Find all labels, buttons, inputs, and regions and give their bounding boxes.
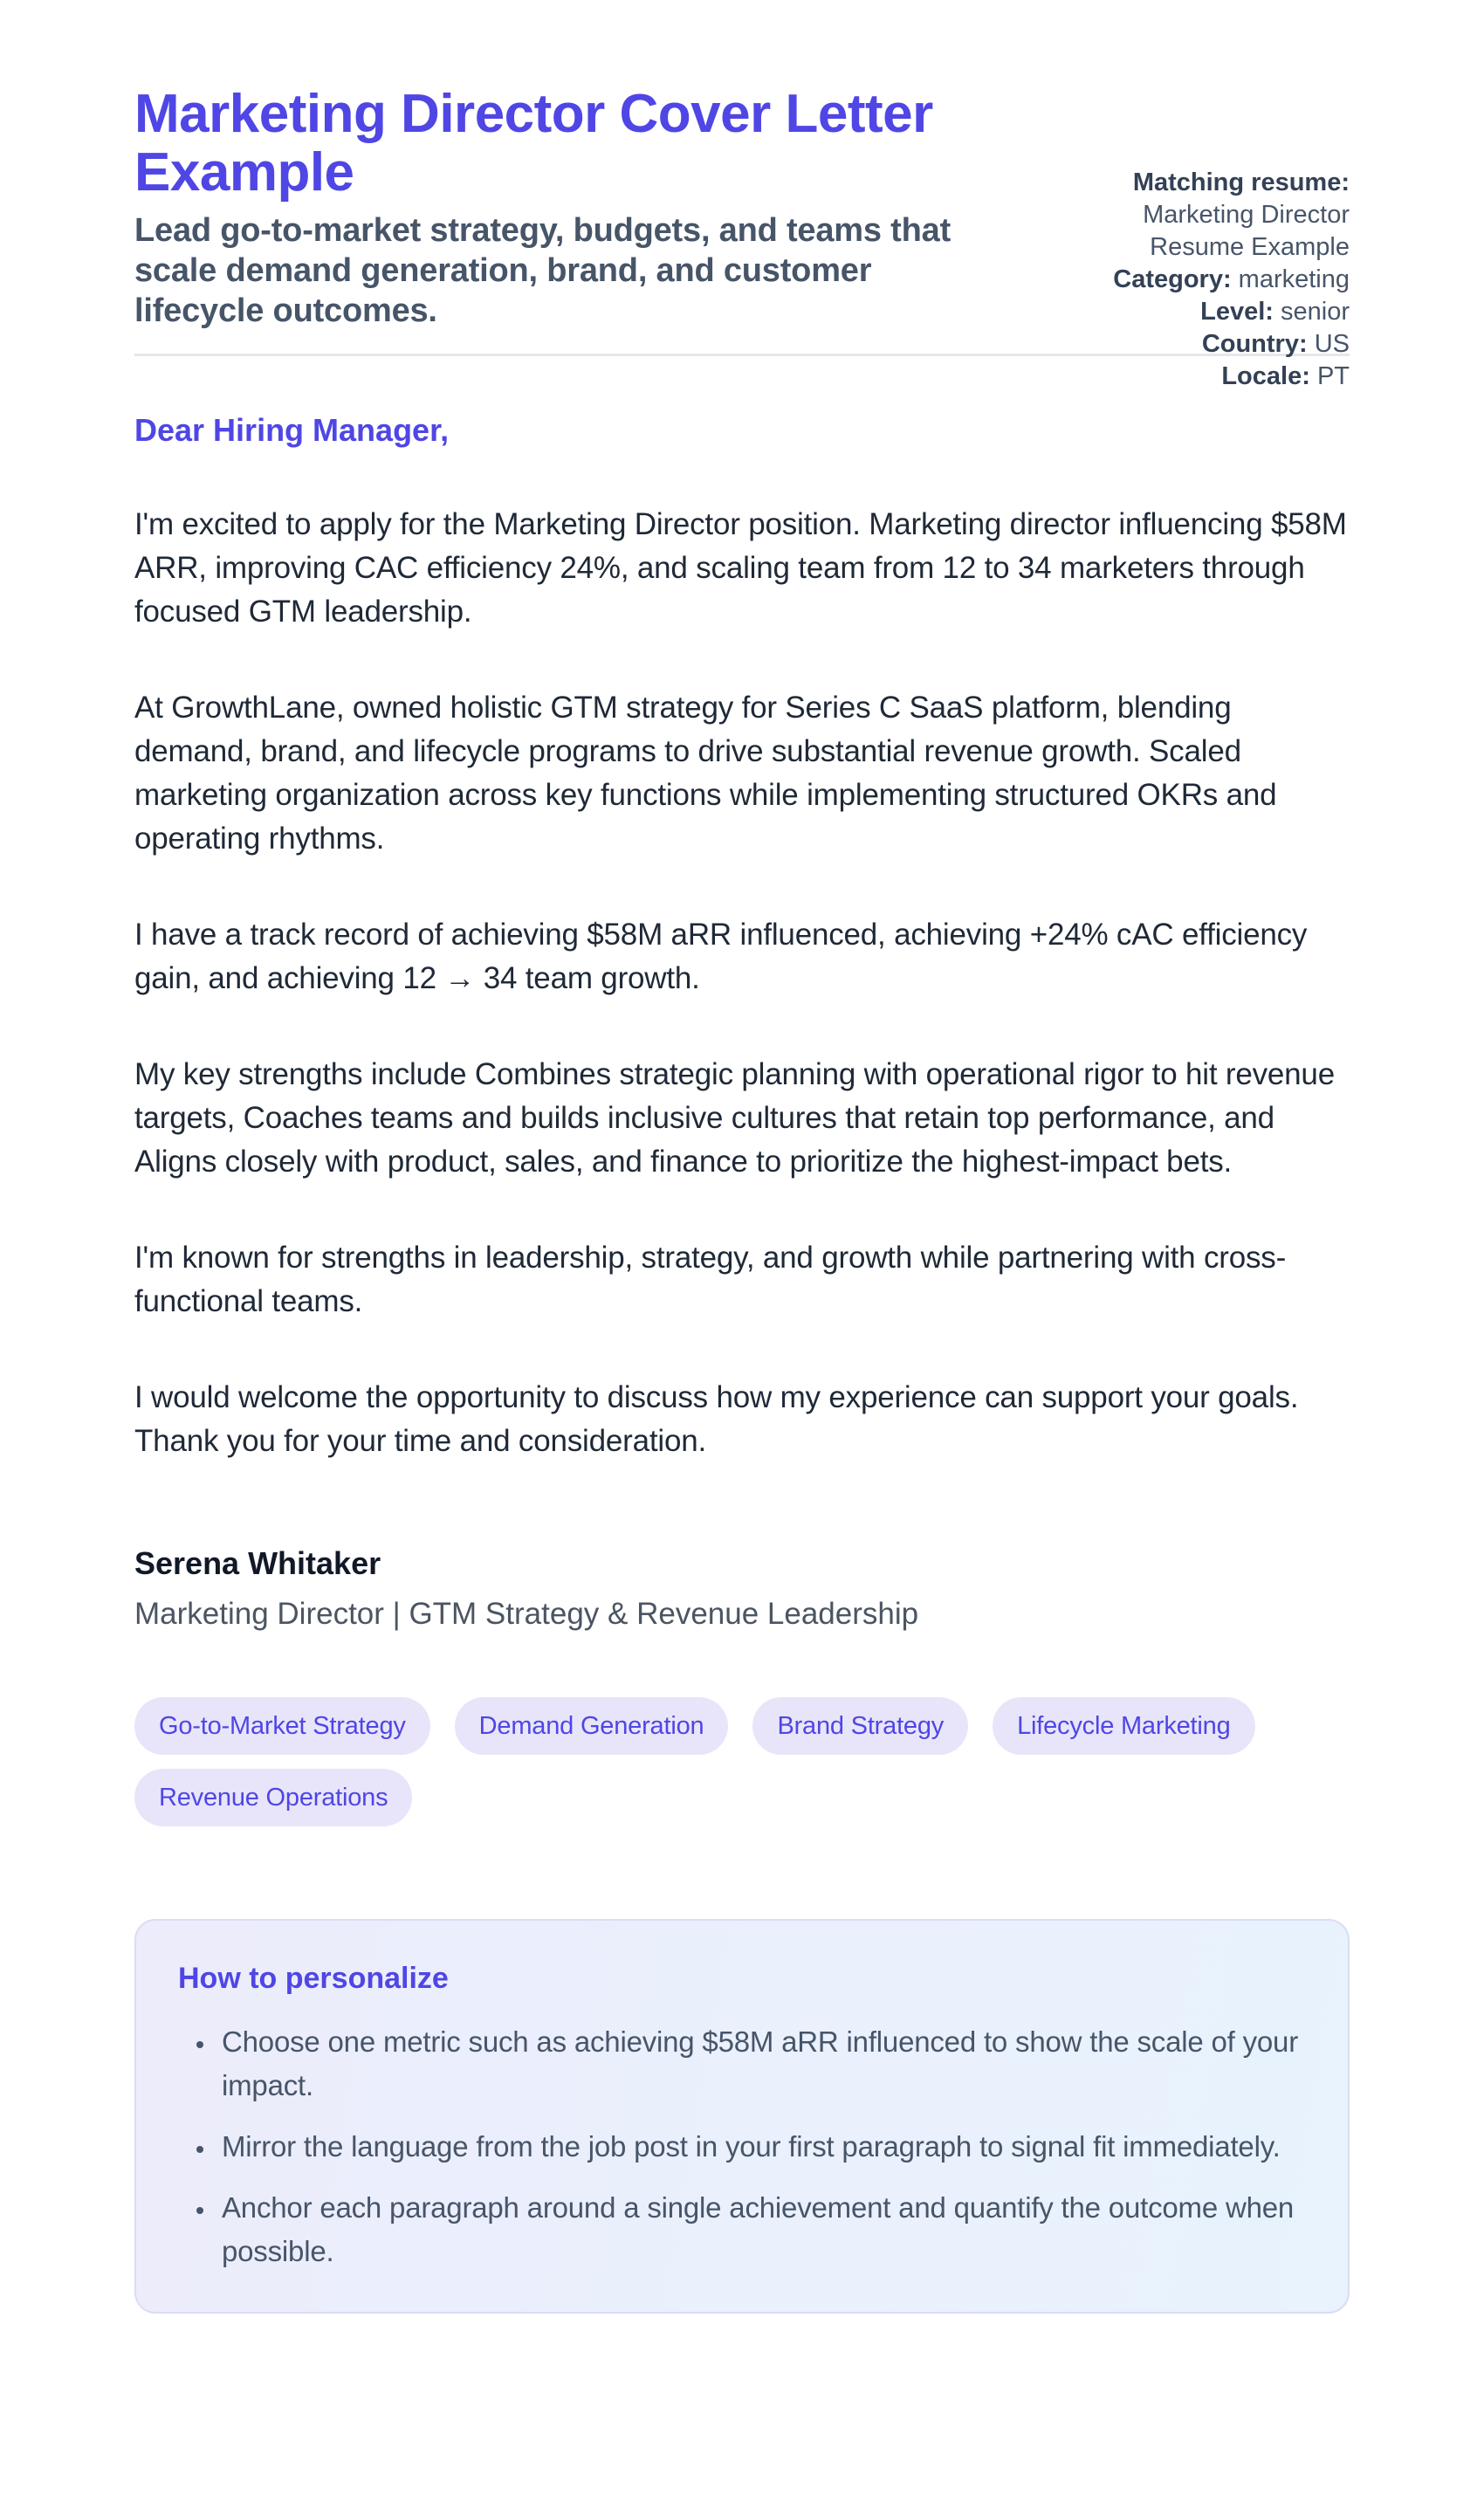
meta-category-label: Category: [1113,265,1232,293]
letter-greeting: Dear Hiring Manager, [134,412,450,448]
meta-locale [1048,361,1350,393]
meta-panel [1048,167,1350,393]
page-title: Marketing Director Cover Letter Example [134,84,933,203]
tips-list [178,2020,1306,2273]
skill-tag: Revenue Operations [134,1769,412,1826]
skill-tag: Brand Strategy [752,1697,968,1755]
tip-item: • Choose one metric such as achieving $58M aRR influenced to show the scale of your impact. [216,2020,1306,2108]
how-to-personalize-box [134,1919,1350,2314]
letter-paragraph: At GrowthLane, owned holistic GTM strategy for Series C SaaS platform, blending demand, brand, and lifecycle programs to drive substantial revenue growth. Scaled marketing organization across key functions while implementing structured OKRs and operating rhythms. [134,691,1277,856]
letter-paragraph: I have a track record of achieving $58M aRR influenced, achieving +24% cAC efficiency gain, and achieving 12 → 34 team growth. [134,918,1308,995]
letter-paragraph: My key strengths include Combines strategic planning with operational rigor to hit revenue targets, Coaches teams and builds inclusive cultures that retain top performance, and Aligns closely with product, sales, and finance to prioritize the highest-impact bets. [134,1057,1335,1179]
skill-tags [134,1697,1350,1826]
tip-item: • Mirror the language from the job post in your first paragraph to signal fit immediately. [216,2125,1306,2169]
letter-paragraph: I'm excited to apply for the Marketing Director position. Marketing director influencing $58M ARR, improving CAC efficiency 24%, and scaling team from 12 to 34 marketers through focused GTM leadership. [134,507,1347,629]
meta-matching-resume-label: Matching resume: [1132,168,1350,196]
tip-item: • Anchor each paragraph around a single achievement and quantify the outcome when possible. [216,2186,1306,2273]
page-subtitle: Lead go-to-market strategy, budgets, and teams that scale demand generation, brand, and customer lifecycle outcomes. [134,212,952,329]
meta-matching-resume [1048,167,1350,264]
signature-role: Marketing Director | GTM Strategy & Revenue Leadership [134,1597,919,1631]
meta-country-label: Country: [1201,330,1308,358]
skill-tag: Go-to-Market Strategy [134,1697,430,1755]
skill-tag: Demand Generation [455,1697,729,1755]
meta-level [1048,296,1350,328]
letter-paragraph: I would welcome the opportunity to discuss how my experience can support your goals. Thank you for your time and consideration. [134,1380,1299,1458]
meta-category [1048,264,1350,296]
meta-locale-label: Locale: [1221,362,1310,390]
meta-locale-value: PT [1316,362,1350,390]
meta-level-value: senior [1281,298,1350,326]
letter-paragraph: I'm known for strengths in leadership, strategy, and growth while partnering with cross-functional teams. [134,1241,1287,1318]
signature-name: Serena Whitaker [134,1545,381,1581]
cover-letter-page [0,85,1484,2314]
tips-title: How to personalize [178,1962,449,1995]
meta-country-value: US [1314,330,1350,358]
meta-category-value: marketing [1238,265,1350,293]
meta-matching-resume-value: Marketing Director Resume Example [1143,201,1350,261]
meta-level-label: Level: [1200,298,1274,326]
skill-tag: Lifecycle Marketing [993,1697,1254,1755]
meta-country [1048,328,1350,361]
header [134,84,1350,390]
letter-body [134,410,1350,1634]
